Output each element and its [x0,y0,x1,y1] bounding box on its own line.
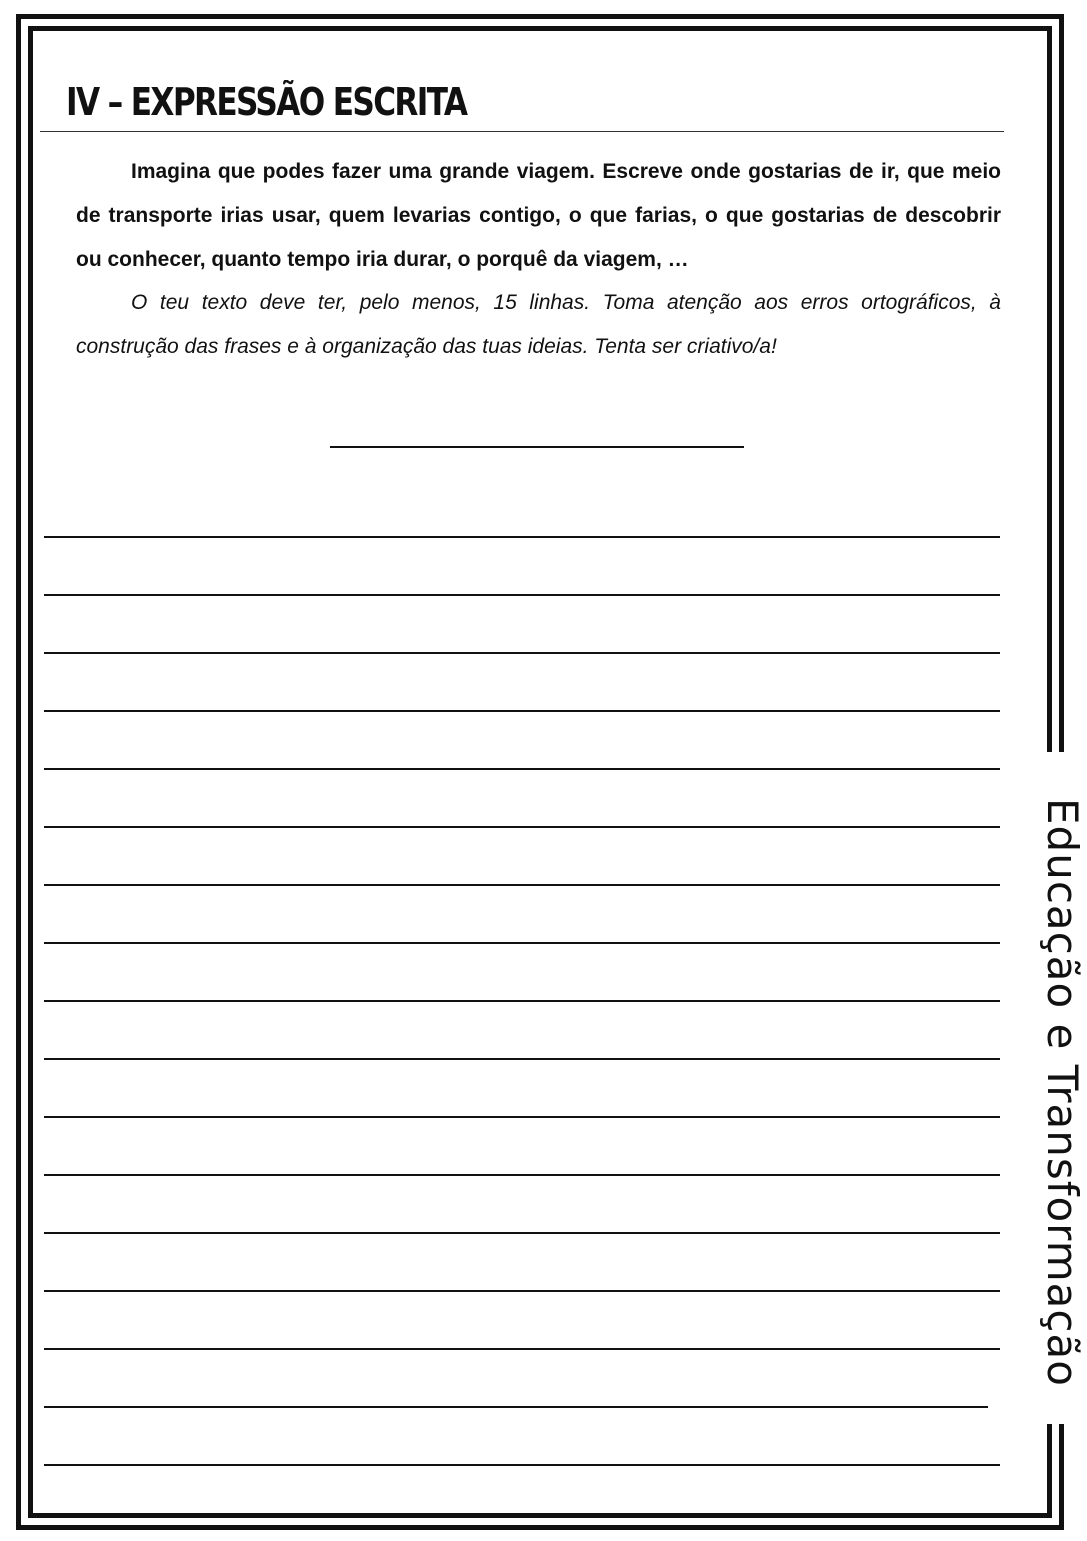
writing-line[interactable] [44,1232,1000,1234]
writing-line[interactable] [44,1406,988,1408]
writing-line[interactable] [44,884,1000,886]
writing-line[interactable] [44,1464,1000,1466]
writing-line[interactable] [44,1116,1000,1118]
writing-line[interactable] [44,768,1000,770]
writing-guidance: O teu texto deve ter, pelo menos, 15 linhas. Toma atenção aos erros ortográficos, à construção das frases e à organização das tuas ideias. Tenta ser criativo/a! [76,291,1001,358]
writing-line[interactable] [44,1058,1000,1060]
side-label: Educação e Transformação [1038,797,1087,1387]
writing-line[interactable] [44,1348,1000,1350]
writing-line[interactable] [44,536,1000,538]
writing-prompt: Imagina que podes fazer uma grande viagem. Escreve onde gostarias de ir, que meio de transporte irias usar, quem levarias contigo, o que farias, o que gostarias de descobrir ou conhecer, quanto tempo iria durar, o porquê da viagem, … [76,160,1001,271]
writing-line[interactable] [44,826,1000,828]
writing-line[interactable] [44,1290,1000,1292]
writing-line[interactable] [44,942,1000,944]
writing-line[interactable] [44,710,1000,712]
section-title: IV – EXPRESSÃO ESCRITA [66,80,467,124]
writing-line[interactable] [44,594,1000,596]
writing-line[interactable] [44,1174,1000,1176]
writing-line[interactable] [44,652,1000,654]
writing-line[interactable] [44,1000,1000,1002]
